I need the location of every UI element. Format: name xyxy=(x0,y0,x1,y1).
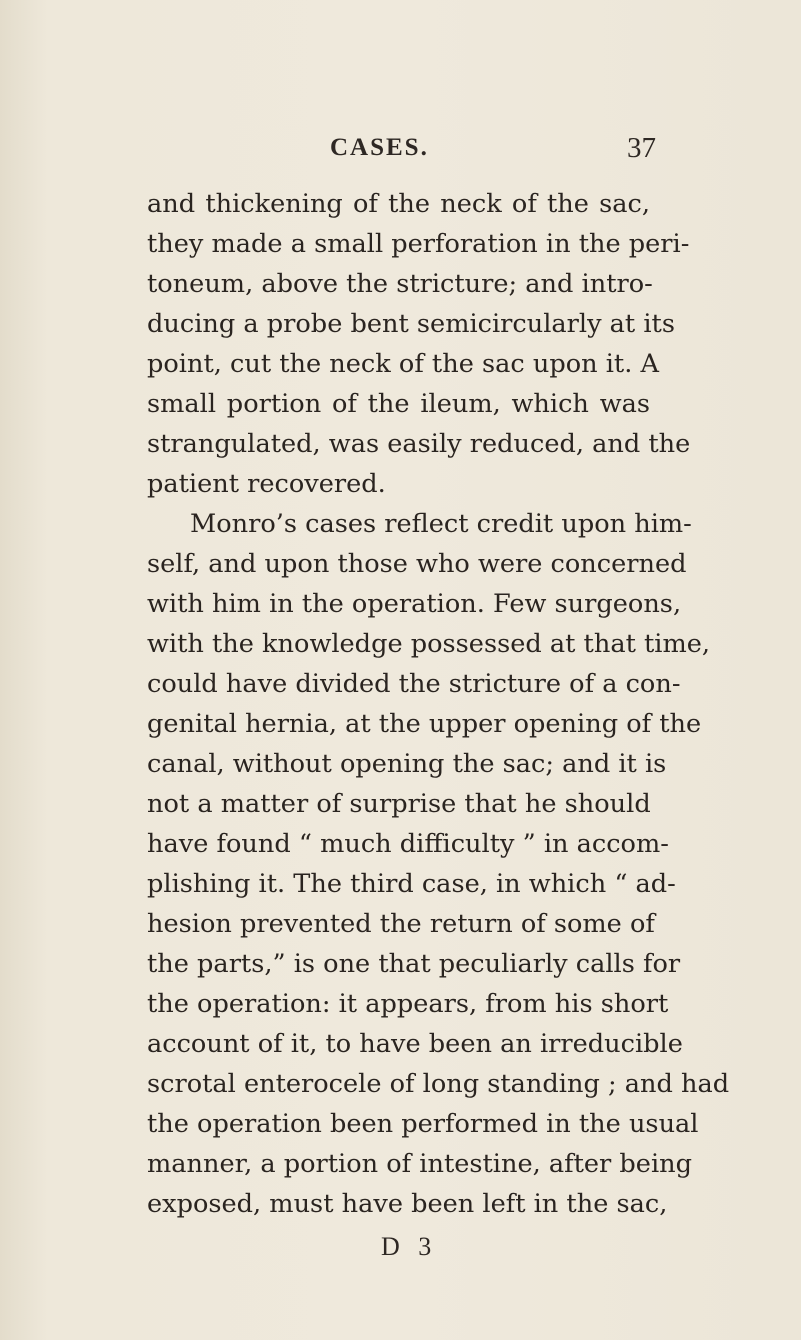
text-line: small portion of the ileum, which was xyxy=(147,389,650,419)
text-line: not a matter of surprise that he should xyxy=(147,789,651,819)
text-line: self, and upon those who were concerned xyxy=(147,549,687,579)
text-line: point, cut the neck of the sac upon it. A xyxy=(147,349,659,379)
text-line: exposed, must have been left in the sac, xyxy=(147,1189,668,1219)
text-line: strangulated, was easily reduced, and the xyxy=(147,429,691,459)
text-line: canal, without opening the sac; and it is xyxy=(147,749,667,779)
text-line: patient recovered. xyxy=(147,469,386,499)
text-line: the operation: it appears, from his short xyxy=(147,989,669,1019)
page-number: 37 xyxy=(627,132,656,164)
text-line: have found “ much difficulty ” in accom- xyxy=(147,829,669,859)
text-line: toneum, above the stricture; and intro- xyxy=(147,269,653,299)
paragraph-first-line: Monro’s cases reflect credit upon him- xyxy=(190,509,692,539)
text-line: ducing a probe bent semicircularly at its xyxy=(147,309,675,339)
text-line: manner, a portion of intestine, after being xyxy=(147,1149,692,1179)
running-head: CASES. xyxy=(330,134,429,161)
text-line: genital hernia, at the upper opening of the xyxy=(147,709,702,739)
text-line: the parts,” is one that peculiarly calls for xyxy=(147,949,681,979)
text-line: could have divided the stricture of a con- xyxy=(147,669,681,699)
text-line: with the knowledge possessed at that time, xyxy=(147,629,711,659)
signature-mark: D 3 xyxy=(381,1232,438,1261)
text-line: with him in the operation. Few surgeons, xyxy=(147,589,682,619)
text-line: the operation been performed in the usual xyxy=(147,1109,699,1139)
text-line: and thickening of the neck of the sac, xyxy=(147,189,650,219)
text-line: plishing it. The third case, in which “ ad- xyxy=(147,869,676,899)
text-line: hesion prevented the return of some of xyxy=(147,909,655,939)
page-header xyxy=(0,134,801,170)
text-line: account of it, to have been an irreducible xyxy=(147,1029,683,1059)
text-line: scrotal enterocele of long standing ; and had xyxy=(147,1069,730,1099)
text-line: they made a small perforation in the peri- xyxy=(147,229,690,259)
